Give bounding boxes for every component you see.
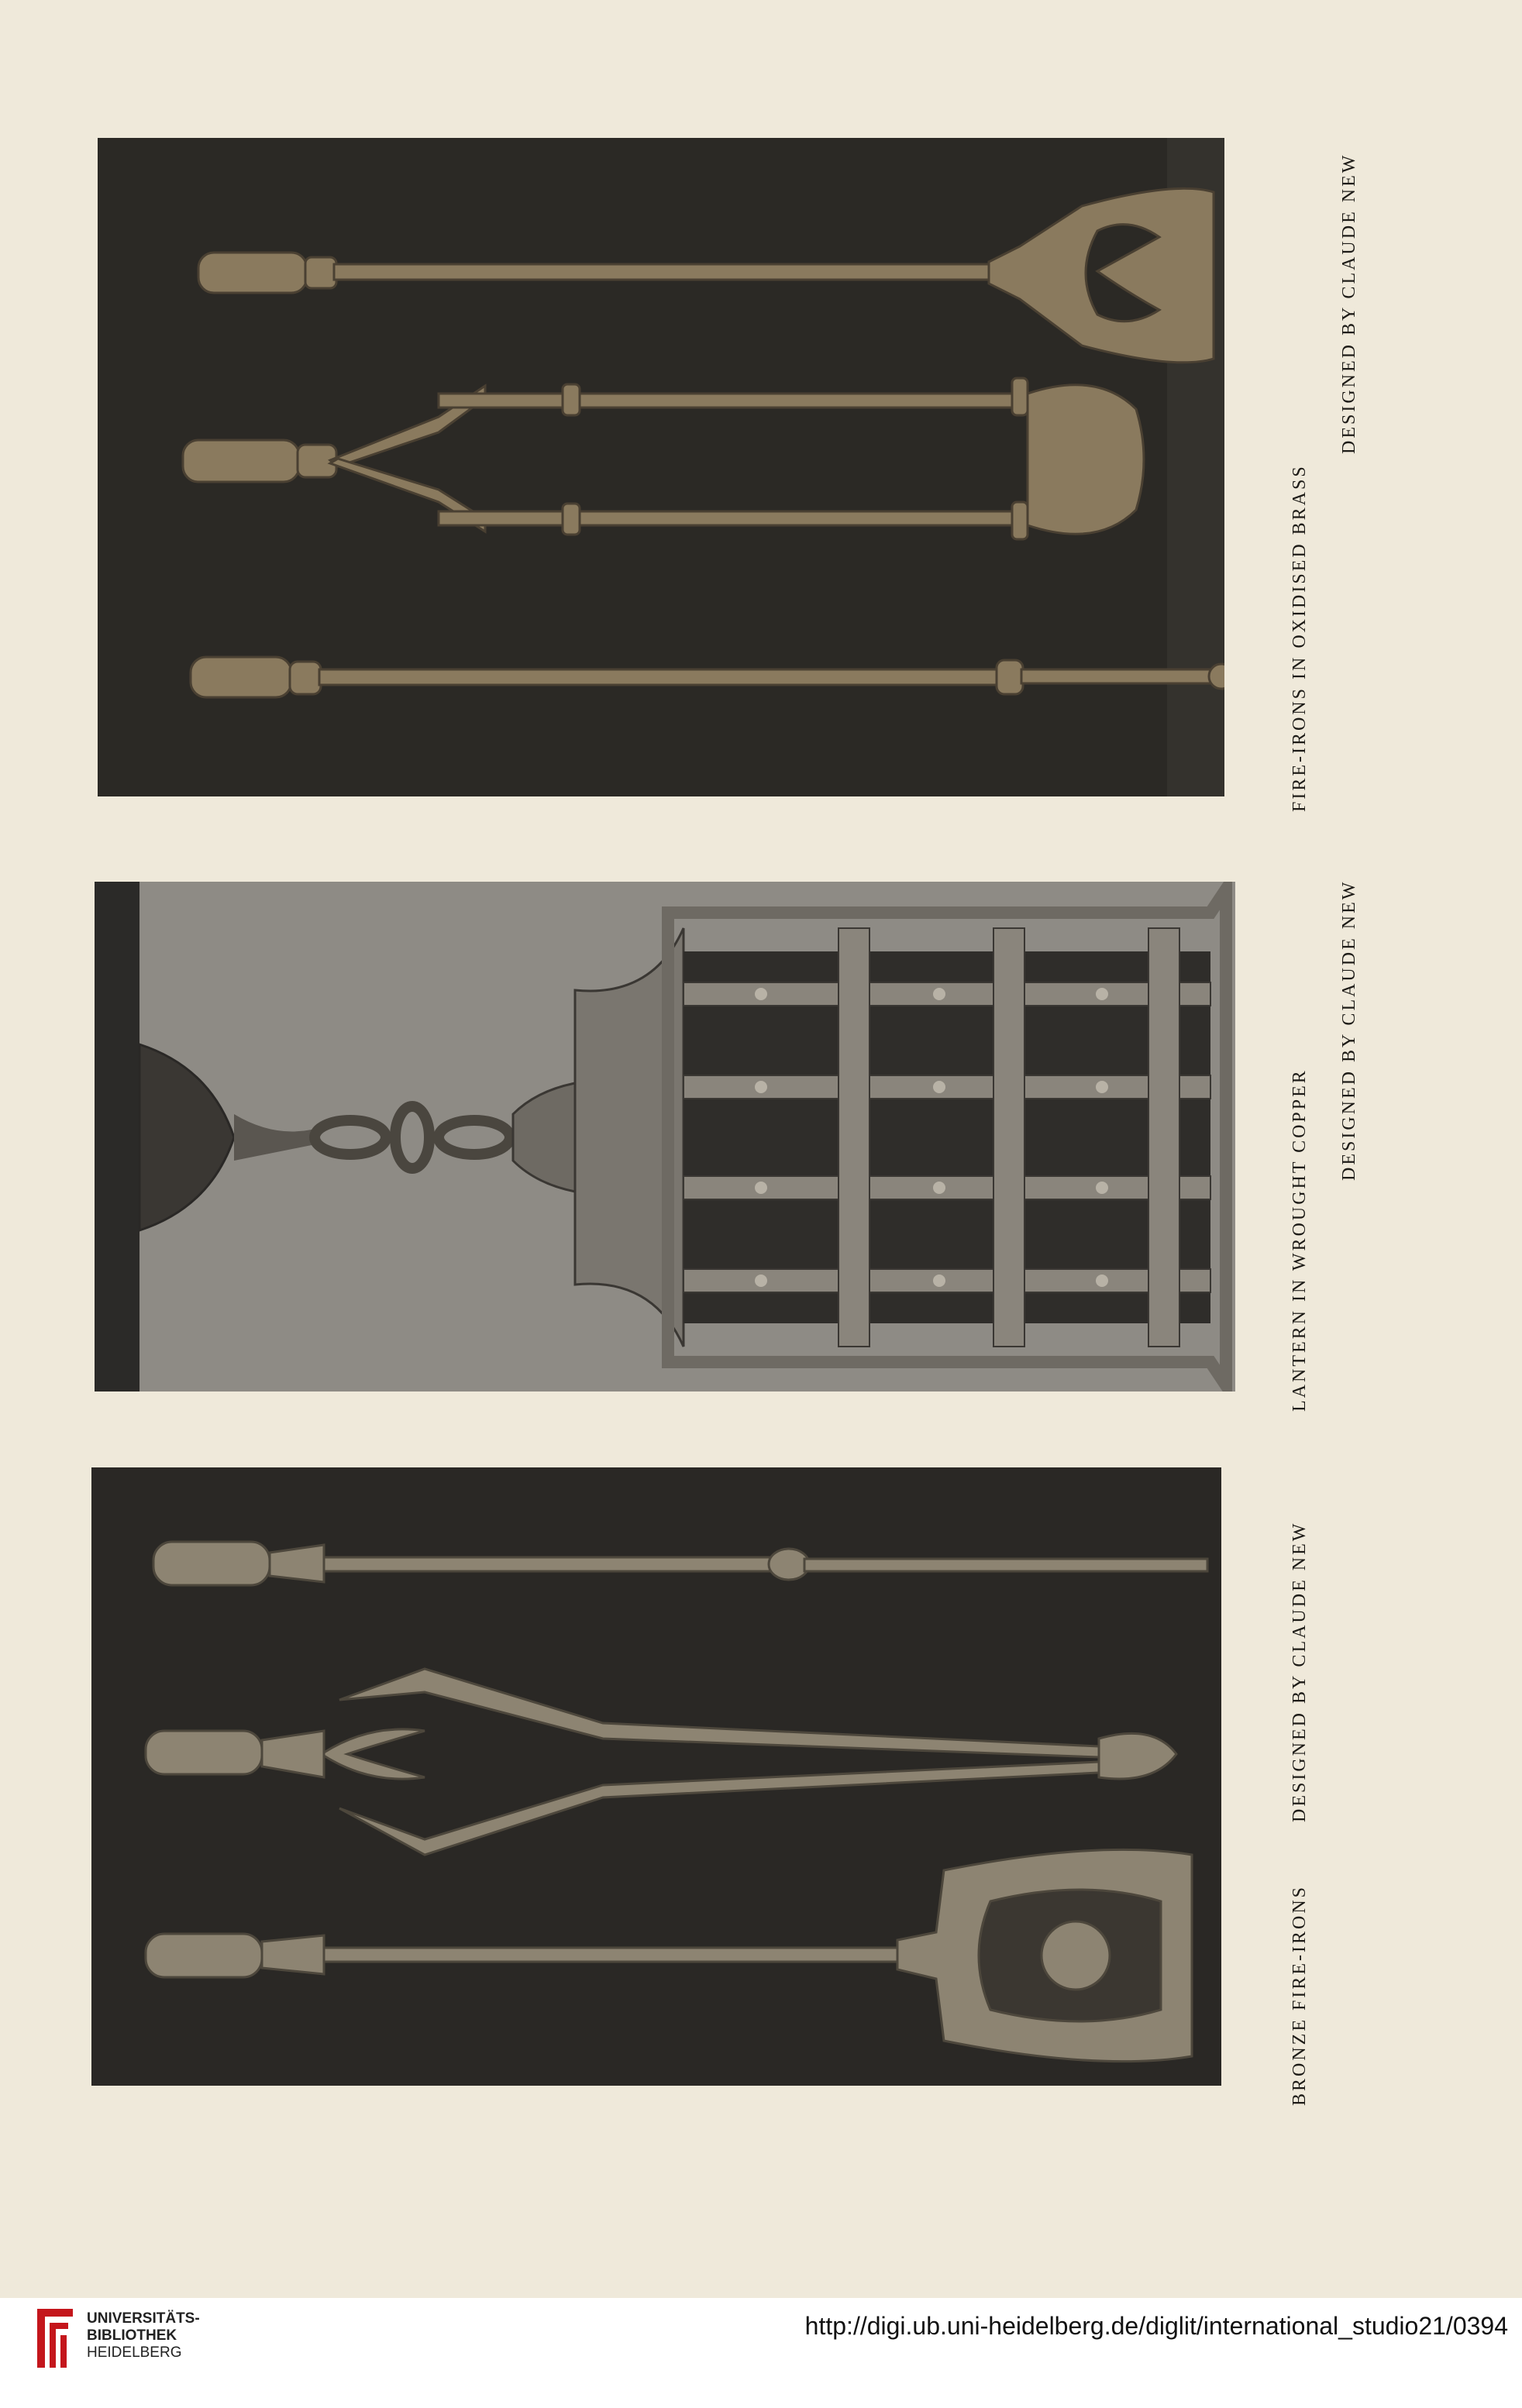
fire-irons-brass-illustration <box>98 138 1224 796</box>
caption-bronze-fire-irons-title: BRONZE FIRE-IRONS <box>1290 1884 1310 2106</box>
caption-lantern-title: LANTERN IN WROUGHT COPPER <box>1290 1068 1310 1412</box>
photo-bronze-fire-irons <box>91 1467 1221 2086</box>
bronze-fire-irons-illustration <box>91 1467 1221 2086</box>
library-name <box>87 2310 200 2362</box>
library-name-line2: BIBLIOTHEK <box>87 2327 177 2344</box>
lantern-body <box>668 889 1226 1385</box>
caption-fire-irons-brass-credit: DESIGNED BY CLAUDE NEW <box>1339 153 1359 454</box>
photo-fire-irons-oxidised-brass <box>98 138 1224 796</box>
university-library-logo-icon <box>31 2303 79 2374</box>
caption-bronze-fire-irons-credit: DESIGNED BY CLAUDE NEW <box>1290 1521 1310 1822</box>
source-url-link[interactable]: http://digi.ub.uni-heidelberg.de/diglit/international_studio21/0394 <box>804 2312 1508 2340</box>
caption-lantern-credit: DESIGNED BY CLAUDE NEW <box>1339 879 1359 1181</box>
lantern-illustration <box>95 882 1235 1391</box>
caption-fire-irons-brass-title: FIRE-IRONS IN OXIDISED BRASS <box>1290 464 1310 812</box>
library-name-line1: UNIVERSITÄTS- <box>87 2310 200 2327</box>
library-name-line3: HEIDELBERG <box>87 2344 182 2361</box>
photo-lantern-wrought-copper <box>95 882 1235 1391</box>
